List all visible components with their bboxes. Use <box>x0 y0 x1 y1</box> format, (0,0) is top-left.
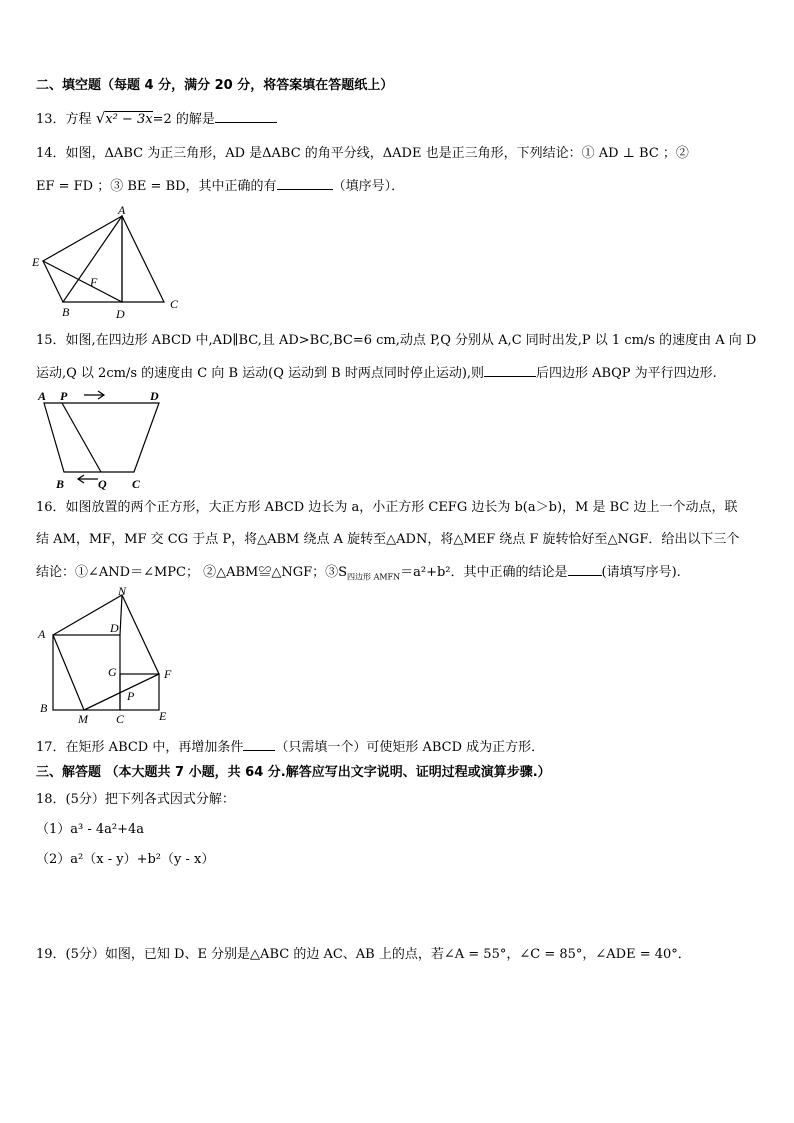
q17-text-b: （只需填一个）可使矩形 ABCD 成为正方形． <box>275 740 545 755</box>
q15-line2-a: 运动,Q 以 2cm/s 的速度由 C 向 B 运动(Q 运动到 B 时两点同时停止运动),则 <box>36 366 485 381</box>
label-c: C <box>170 297 179 311</box>
q18-part1: （1）a³ - 4a²+4a <box>36 822 145 837</box>
label-f: F <box>90 275 98 289</box>
label-d: D <box>110 621 119 635</box>
q16-figure <box>34 584 184 726</box>
triangle-abc <box>63 216 164 302</box>
label-a: A <box>118 203 126 217</box>
q15-line2-b: 后四边形 ABQP 为平行四边形. <box>536 366 717 381</box>
q14-answer-blank <box>277 178 333 190</box>
question-13 <box>36 110 277 128</box>
segment-mf <box>84 674 159 710</box>
q14-figure <box>30 200 190 322</box>
segment-pq <box>62 403 101 472</box>
label-a: A <box>38 627 46 641</box>
q17-answer-blank <box>243 739 275 751</box>
label-c: C <box>116 712 125 726</box>
label-d: D <box>150 389 159 403</box>
q14-line1: 14．如图，ΔABC 为正三角形，AD 是ΔABC 的角平分线，ΔADE 也是正三角形，下列结论：① AD ⊥ BC ；② <box>36 146 689 161</box>
q16-line1: 16．如图放置的两个正方形，大正方形 ABCD 边长为 a，小正方形 CEFG 边长为 b(a＞b)，M 是 BC 边上一个动点，联 <box>36 500 738 515</box>
label-e: E <box>32 255 40 269</box>
q16-answer-blank <box>568 564 602 576</box>
label-a: A <box>38 389 47 403</box>
sqrt-symbol: √ <box>95 109 106 127</box>
q16-line2: 结 AM，MF，MF 交 CG 于点 P，将△ABM 绕点 A 旋转至△ADN，将△MEF 绕点 F 旋转恰好至△NGF．给出以下三个 <box>36 532 740 547</box>
q15-line1: 15．如图,在四边形 ABCD 中,AD∥BC,且 AD>BC,BC=6 cm,动点 P,Q 分别从 A,C 同时出发,P 以 1 cm/s 的速度由 A 向 D <box>36 333 757 348</box>
q13-radicand: x² − 3x <box>105 112 153 127</box>
q18-part2: （2）a²（x - y）+b²（y - x） <box>36 852 215 867</box>
label-d: D <box>116 307 125 321</box>
q16-line3-sub: 四边形 AMFN <box>347 572 401 582</box>
triangle-ade <box>43 216 122 302</box>
q13-answer-blank <box>215 111 277 123</box>
label-e: E <box>159 709 167 723</box>
q15-answer-blank <box>484 365 536 377</box>
q16-line3 <box>36 564 681 586</box>
q17-text-a: 17．在矩形 ABCD 中，再增加条件 <box>36 740 244 755</box>
q14-line2-b: （填序号）． <box>332 179 405 194</box>
q14-line2 <box>36 178 404 195</box>
label-b: B <box>40 701 48 715</box>
label-n: N <box>118 584 127 598</box>
question-17 <box>36 739 544 756</box>
label-f: F <box>164 667 172 681</box>
label-c: C <box>132 477 141 490</box>
label-b: B <box>56 477 65 490</box>
q13-prefix: 13．方程 <box>36 112 92 127</box>
q14-line2-a: EF = FD ；③ BE = BD，其中正确的有 <box>36 179 277 194</box>
q18-title: 18．(5分）把下列各式因式分解： <box>36 792 235 807</box>
label-q: Q <box>98 477 107 490</box>
question-19: 19．(5分）如图，已知 D、E 分别是△ABC 的边 AC、AB 上的点，若∠A = 55°，∠C = 85°，∠ADE = 40°． <box>36 947 691 962</box>
quadrilateral-amfn <box>53 595 159 710</box>
quadrilateral-abcd <box>44 403 159 472</box>
segment-dn <box>120 595 122 635</box>
q16-line3-c: (请填写序号). <box>601 565 681 580</box>
q15-figure <box>34 386 164 490</box>
label-m: M <box>78 712 88 726</box>
square-cefg <box>120 674 159 710</box>
q16-line3-b: ＝a²+b²．其中正确的结论是 <box>400 565 568 580</box>
section3-header: 三、解答题 （本大题共 7 小题，共 64 分.解答应写出文字说明、证明过程或演算步骤.） <box>36 765 551 780</box>
section2-header: 二、填空题（每题 4 分，满分 20 分，将答案填在答题纸上） <box>36 78 394 93</box>
label-g: G <box>108 665 117 679</box>
label-p: P <box>60 389 68 403</box>
q13-suffix: =2 的解是 <box>152 112 215 127</box>
segment-eb <box>43 261 63 302</box>
q16-line3-a: 结论：①∠AND＝∠MPC； ②△ABM≌△NGF；③S <box>36 565 348 580</box>
label-b: B <box>62 305 70 319</box>
q15-line2 <box>36 365 717 382</box>
label-p: P <box>127 689 135 703</box>
